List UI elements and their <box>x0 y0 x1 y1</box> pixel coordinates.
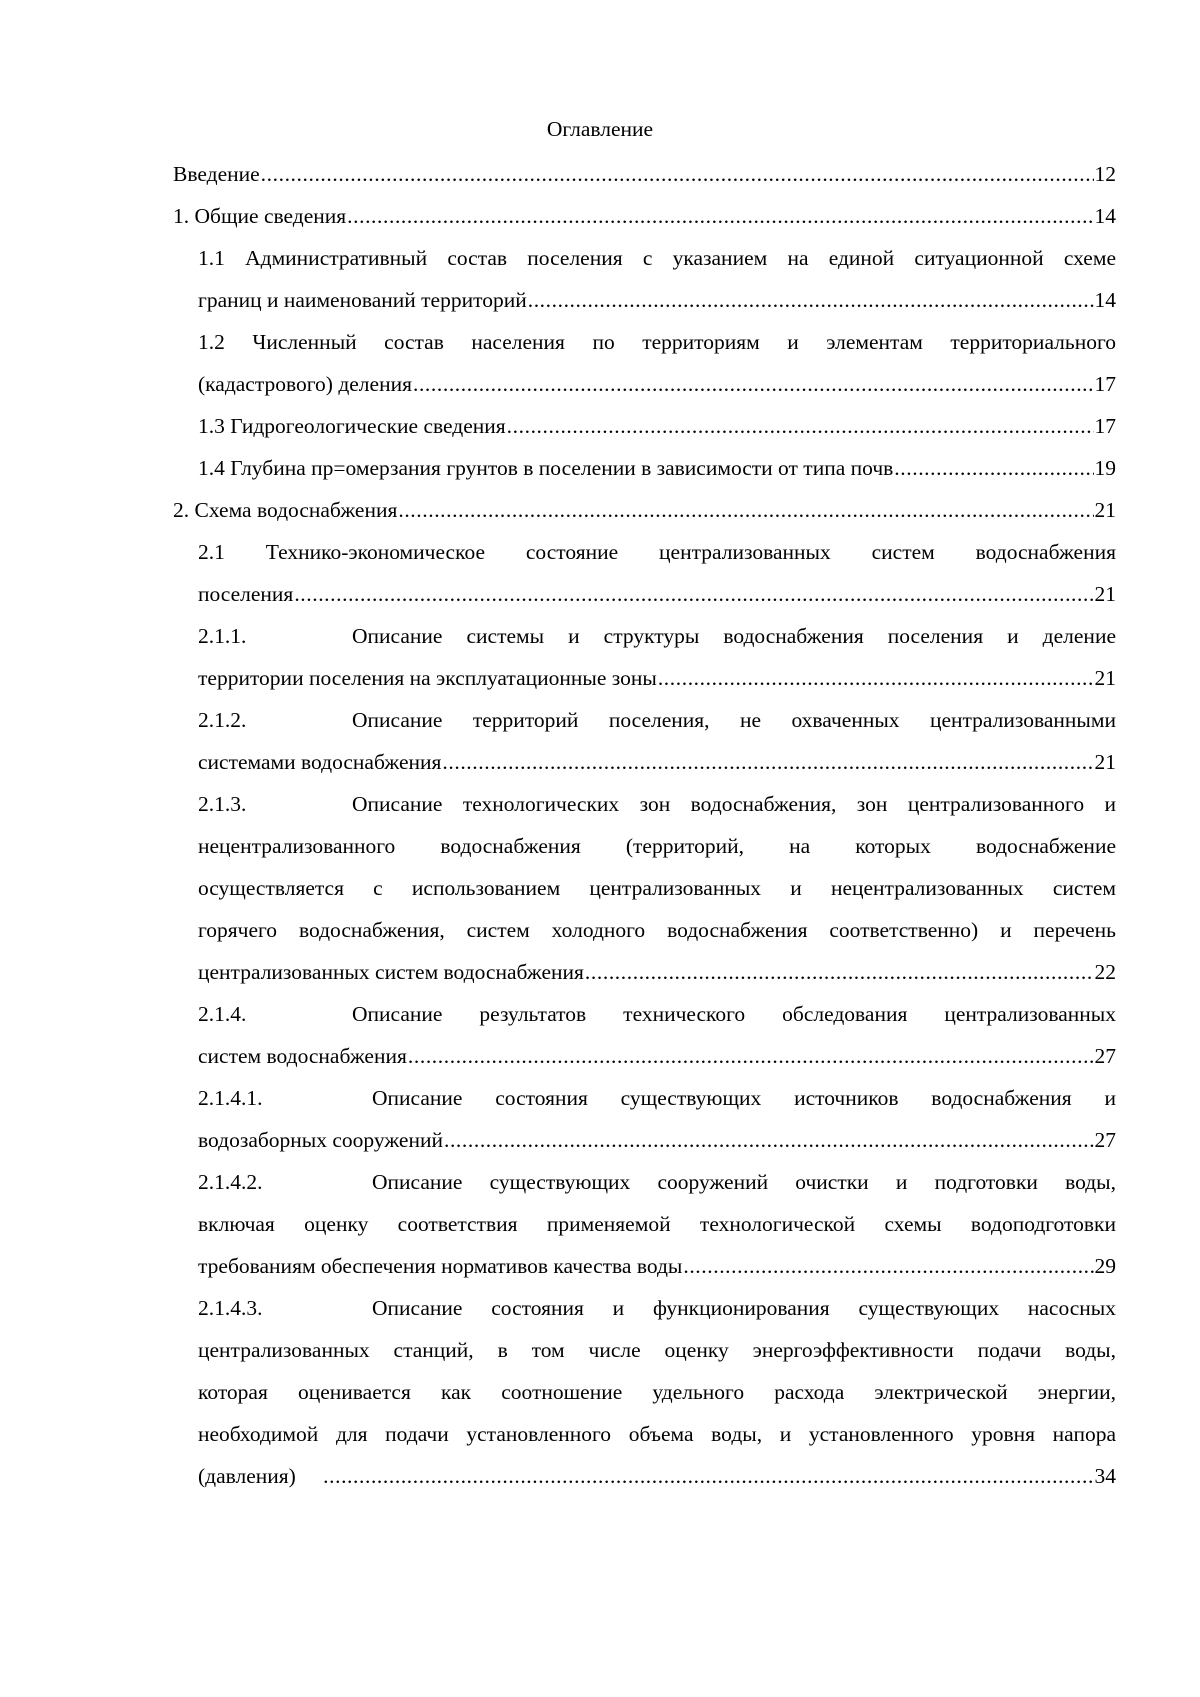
toc-entry-text: (кадастрового) деления <box>198 372 412 396</box>
toc-entry-2-1-1[interactable] <box>173 615 1116 699</box>
dot-leader <box>347 195 1093 237</box>
toc-entry-text: Введение <box>173 162 260 186</box>
toc-entry-text: требованиям обеспечения нормативов качества воды <box>198 1254 683 1278</box>
toc-page-number: 17 <box>1094 372 1116 396</box>
toc-entry-line: централизованных станций, в том числе оценку энергоэффективности подачи воды, <box>198 1338 1116 1362</box>
toc-page-number: 27 <box>1094 1044 1116 1068</box>
dot-leader <box>442 741 1093 783</box>
toc-entry-general-info[interactable] <box>173 195 1116 237</box>
toc-entry-line: Описание технологических зон водоснабжения, зон централизованного и <box>352 792 1116 816</box>
dot-leader <box>444 1119 1094 1161</box>
toc-entry-line: необходимой для подачи установленного объема воды, и установленного уровня напора <box>198 1422 1116 1446</box>
toc-entry-line: нецентрализованного водоснабжения (территорий, на которых водоснабжение <box>198 834 1116 858</box>
toc-page-number: 14 <box>1094 204 1116 228</box>
toc-entry-line: осуществляется с использованием централизованных и нецентрализованных систем <box>198 876 1116 900</box>
toc-entry-text: водозаборных сооружений <box>198 1128 443 1152</box>
toc-entry-line: 1.2 Численный состав населения по территориям и элементам территориального <box>198 330 1116 354</box>
toc-entry-2-1-4[interactable] <box>173 993 1116 1077</box>
toc-entry-1-2[interactable] <box>173 321 1116 405</box>
toc-entry-text: 1.4 Глубина пр=омерзания грунтов в поселении в зависимости от типа почв <box>198 456 894 480</box>
toc-entry-1-3[interactable] <box>173 405 1116 447</box>
toc-page-number: 21 <box>1094 582 1116 606</box>
toc-title: Оглавление <box>546 117 654 141</box>
table-of-contents <box>173 153 1116 1497</box>
toc-entry-text: 1.3 Гидрогеологические сведения <box>198 414 506 438</box>
dot-leader <box>413 363 1094 405</box>
toc-entry-2-1[interactable] <box>173 531 1116 615</box>
toc-entry-number: 2.1.4.1. <box>198 1086 263 1110</box>
toc-entry-line: Описание системы и структуры водоснабжения поселения и деление <box>352 624 1116 648</box>
toc-entry-2-1-4-2[interactable] <box>173 1161 1116 1287</box>
toc-entry-text: территории поселения на эксплуатационные зоны <box>198 666 657 690</box>
toc-entry-2-1-4-3[interactable] <box>173 1287 1116 1497</box>
dot-leader <box>294 573 1093 615</box>
toc-entry-line: которая оценивается как соотношение удельного расхода электрической энергии, <box>198 1380 1116 1404</box>
toc-entry-introduction[interactable] <box>173 153 1116 195</box>
toc-entry-text: границ и наименований территорий <box>198 288 527 312</box>
toc-entry-number: 2.1.4. <box>198 1002 247 1026</box>
toc-entry-text: поселения <box>198 582 294 606</box>
toc-entry-line: горячего водоснабжения, систем холодного водоснабжения соответственно) и перечень <box>198 918 1116 942</box>
toc-entry-number: 2.1.2. <box>198 708 247 732</box>
toc-entry-text: систем водоснабжения <box>198 1044 407 1068</box>
dot-leader <box>398 489 1093 531</box>
dot-leader <box>683 1245 1093 1287</box>
toc-entry-2-1-3[interactable] <box>173 783 1116 993</box>
toc-page-number: 17 <box>1094 414 1116 438</box>
dot-leader <box>585 951 1094 993</box>
toc-page-number: 19 <box>1094 456 1116 480</box>
toc-entry-text: системами водоснабжения <box>198 750 442 774</box>
toc-entry-water-supply-scheme[interactable] <box>173 489 1116 531</box>
toc-entry-text: 1. Общие сведения <box>173 204 347 228</box>
toc-entry-text: (давления) <box>198 1464 296 1488</box>
toc-entry-line: Описание существующих сооружений очистки и подготовки воды, <box>372 1170 1116 1194</box>
toc-page-number: 14 <box>1094 288 1116 312</box>
toc-entry-number: 2.1.4.3. <box>198 1296 263 1320</box>
toc-page-number: 29 <box>1094 1254 1116 1278</box>
toc-entry-line: 2.1 Технико-экономическое состояние централизованных систем водоснабжения <box>198 540 1116 564</box>
toc-entry-line: 1.1 Административный состав поселения с указанием на единой ситуационной схеме <box>198 246 1116 270</box>
dot-leader <box>323 1455 1093 1497</box>
toc-entry-text: централизованных систем водоснабжения <box>198 960 584 984</box>
toc-entry-1-1[interactable] <box>173 237 1116 321</box>
toc-page-number: 21 <box>1094 498 1116 522</box>
toc-entry-2-1-4-1[interactable] <box>173 1077 1116 1161</box>
dot-leader <box>507 405 1094 447</box>
toc-entry-1-4[interactable] <box>173 447 1116 489</box>
toc-page-number: 34 <box>1094 1464 1116 1488</box>
toc-page-number: 27 <box>1094 1128 1116 1152</box>
toc-entry-text: 2. Схема водоснабжения <box>173 498 398 522</box>
toc-entry-line: включая оценку соответствия применяемой технологической схемы водоподготовки <box>198 1212 1116 1236</box>
dot-leader <box>894 447 1093 489</box>
toc-entry-line: Описание территорий поселения, не охваченных централизованными <box>352 708 1116 732</box>
toc-page-number: 21 <box>1094 750 1116 774</box>
dot-leader <box>658 657 1094 699</box>
dot-leader <box>528 279 1094 321</box>
dot-leader <box>261 153 1094 195</box>
dot-leader <box>408 1035 1094 1077</box>
toc-entry-line: Описание состояния и функционирования существующих насосных <box>372 1296 1116 1320</box>
toc-page-number: 21 <box>1094 666 1116 690</box>
toc-entry-2-1-2[interactable] <box>173 699 1116 783</box>
toc-page-number: 22 <box>1094 960 1116 984</box>
toc-page-number: 12 <box>1094 162 1116 186</box>
toc-entry-number: 2.1.3. <box>198 792 247 816</box>
toc-entry-line: Описание состояния существующих источников водоснабжения и <box>372 1086 1116 1110</box>
toc-entry-number: 2.1.4.2. <box>198 1170 263 1194</box>
toc-entry-line: Описание результатов технического обследования централизованных <box>352 1002 1116 1026</box>
toc-entry-number: 2.1.1. <box>198 624 247 648</box>
